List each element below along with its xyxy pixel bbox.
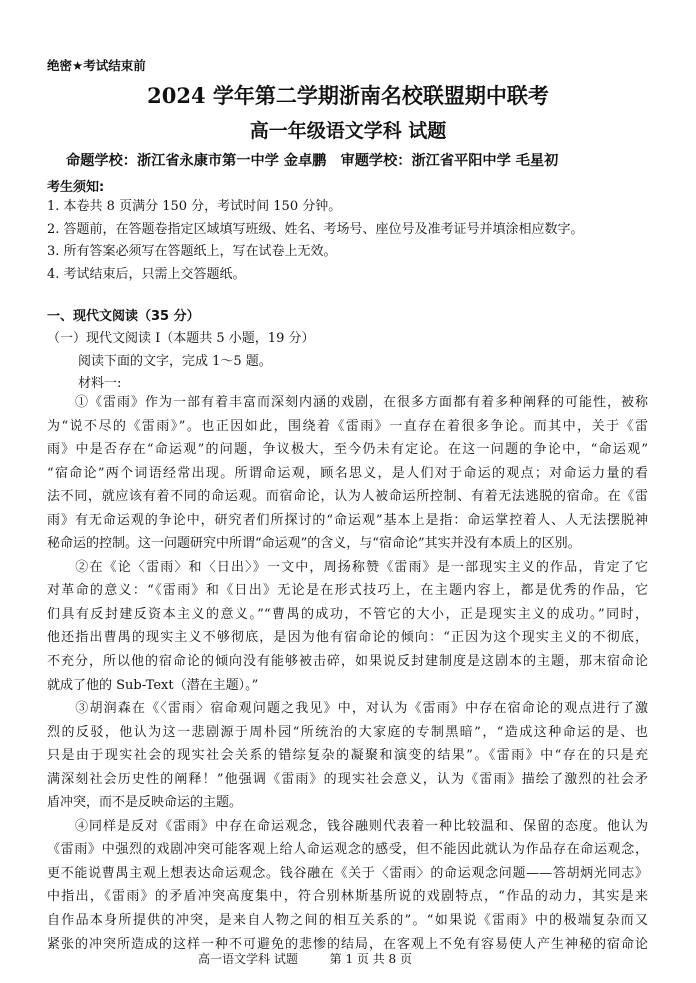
- passage-line: 紧张的冲突所造成的这样一种不可避免的悲惨的结局，在客观上不免有容易使人产生神秘的宿命论: [47, 936, 648, 952]
- passage-line: 雨》中是否存在“命运观”的问题，争议极大，至今仍未有定论。在这一问题的争论中，“命运观”: [47, 442, 648, 458]
- passage-line: 不充分，所以他的宿命论的倾向没有能够被击碎，如果说反封建制度是这剧本的主题，那末宿命论: [47, 654, 648, 670]
- passage-line: 中指出，《雷雨》的矛盾冲突高度集中，符合别林斯基所说的戏剧特点，“作品的动力，其实是来: [47, 889, 648, 905]
- notice-heading: 考生须知:: [47, 180, 105, 195]
- passage-line: ③胡润森在《〈雷雨〉宿命观问题之我见》中，对认为《雷雨》中存在宿命论的观点进行了激: [47, 701, 648, 717]
- section-heading: 一、现代文阅读（35 分）: [47, 309, 200, 324]
- passage-line: 烈的反驳，他认为这一悲剧源于周朴园“所统治的大家庭的专制黑暗”，“造成这种命运的是、也: [47, 724, 648, 740]
- passage-line: ②在《论〈雷雨〉和〈日出〉》一文中，周扬称赞《雷雨》是一部现实主义的作品，肯定了它: [47, 559, 648, 575]
- passage-line: ④同样是反对《雷雨》中存在命运观念，钱谷融则代表着一种比较温和、保留的态度。他认为: [47, 818, 648, 834]
- passage-line: 盾冲突，而不是反映命运的主题。: [47, 795, 243, 811]
- reading-instruction: 阅读下面的文字，完成 1～5 题。: [78, 354, 272, 369]
- page-number: 第 1 页 共 8 页: [329, 952, 412, 966]
- confidential-label: 绝密★考试结束前: [47, 58, 146, 73]
- passage-line: 只是由于现实社会的现实社会关系的错综复杂的凝聚和演变的结果”。《雷雨》中“存在的只是充: [47, 748, 648, 764]
- passage-line: ①《雷雨》作为一部有着丰富而深刻内涵的戏剧，在很多方面都有着多种阐释的可能性，被称: [47, 395, 648, 410]
- passage-line: 就成了他的 Sub-Text（潜在主题）。”: [47, 677, 259, 693]
- notice-item: 4. 考试结束后，只需上交答题纸。: [47, 266, 246, 282]
- passage-line: 对革命的意义：“《雷雨》和《日出》无论是在形式技巧上，在主题内容上，都是优秀的作品，它: [47, 583, 648, 599]
- footer-subject: 高一语文学科 试题: [198, 952, 298, 966]
- subsection-heading: （一）现代文阅读 I（本题共 5 小题，19 分）: [47, 331, 315, 346]
- exam-title: 2024 学年第二学期浙南名校联盟期中联考: [147, 83, 549, 108]
- passage-line: 《雷雨》中强烈的戏剧冲突可能客观上给人命运观念的感受，但不能因此就认为作品存在命运观念，: [47, 842, 648, 858]
- passage-line: 他还指出曹禺的现实主义不够彻底，是因为他有宿命论的倾向：“正因为这个现实主义的不彻底，: [47, 630, 648, 646]
- notice-item: 3. 所有答案必须写在答题纸上，写在试卷上无效。: [47, 244, 337, 260]
- material-label: 材料一:: [78, 376, 122, 391]
- passage-line: 雨》有无命运观的争论中，研究者们所探讨的“命运观”基本上是指：命运掌控着人、人无法摆脱神: [47, 512, 648, 528]
- notice-list: [47, 196, 584, 286]
- passage-line: 秘命运的控制。这一问题研究中所谓“命运观”的含义，与“宿命论”其实并没有本质上的区别。: [47, 536, 581, 552]
- exam-subtitle: 高一年级语文学科 试题: [249, 120, 447, 142]
- passage-line: “宿命论”两个词语经常出现。所谓命运观，顾名思义，是人们对于命运的观点；对命运力量的看: [47, 465, 648, 481]
- passage-line: 满深刻社会历史性的阐释！”他强调《雷雨》的现实社会意义，认为《雷雨》描绘了激烈的社会矛: [47, 771, 648, 787]
- passage-line: 为“说不尽的《雷雨》”。也正因如此，围绕着《雷雨》一直存在着很多争论。而其中，关于《雷: [47, 418, 648, 434]
- school-credits: 命题学校：浙江省永康市第一中学 金卓鹏 审题学校：浙江省平阳中学 毛星初: [66, 153, 559, 169]
- passage-line: 们具有反封建反资本主义的意义。”“曹禺的成功，不管它的大小，正是现实主义的成功。”同时，: [47, 606, 648, 622]
- passage-line: 更不能说曹禺主观上想表达命运观念。钱谷融在《关于〈雷雨〉的命运观念问题——答胡炳光同志》: [47, 865, 648, 881]
- notice-item: 2. 答题前，在答题卷指定区域填写班级、姓名、考场号、座位号及准考证号并填涂相应数字。: [47, 221, 584, 237]
- passage-line: 自作品本身所提供的冲突，是来自人物之间的相互关系的”。“如果说《雷雨》中的极端复杂而又: [47, 913, 648, 929]
- passage-line: 法不同，就应该有着不同的命运观。而宿命论，认为人被命运所控制、有着无法逃脱的宿命。在《雷: [47, 489, 648, 505]
- page-footer: [198, 950, 412, 967]
- notice-item: 1. 本卷共 8 页满分 150 分，考试时间 150 分钟。: [47, 199, 342, 214]
- passage-text: [47, 391, 648, 956]
